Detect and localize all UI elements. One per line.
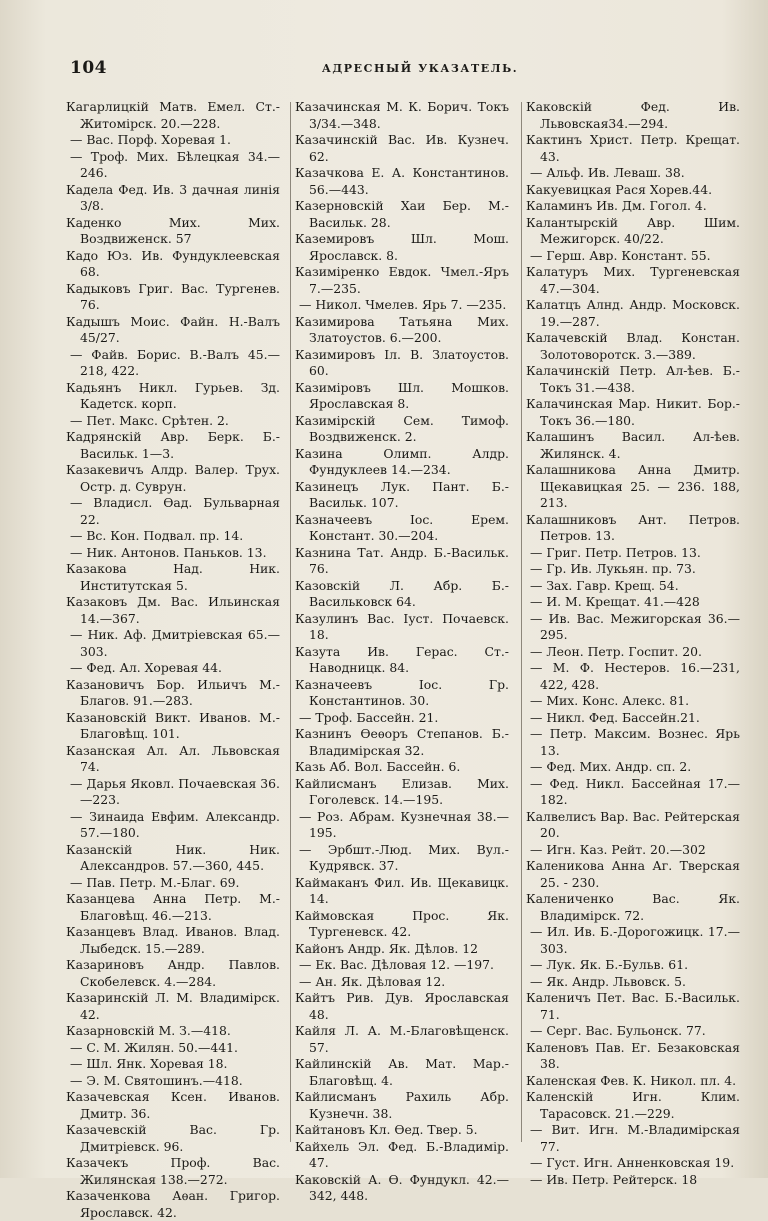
directory-entry: Каймовская Прос. Як. Тургеневск. 42. bbox=[295, 907, 509, 939]
directory-entry: Казначеевъ Іос. Ерем. Констант. 30.—204. bbox=[295, 511, 509, 543]
directory-entry: Казановичъ Бор. Ильичъ М.-Благов. 91.—283. bbox=[66, 676, 280, 708]
directory-entry: — Ив. Вас. Межигорская 36.—295. bbox=[530, 610, 740, 642]
directory-entry: — Ник. Антонов. Паньков. 13. bbox=[70, 544, 267, 560]
directory-entry: — Дарья Яковл. Почаевская 36.—223. bbox=[70, 775, 280, 807]
directory-entry: — Густ. Игн. Анненковская 19. bbox=[530, 1155, 735, 1170]
directory-entry: Калениченко Вас. Як. Владимірск. 72. bbox=[526, 891, 740, 923]
directory-entry: Казиміренко Евдок. Чмел.-Яръ 7.—235. bbox=[295, 264, 509, 296]
directory-entry: — Ник. Аф. Дмитріевская 65.—303. bbox=[70, 627, 280, 659]
directory-entry: Казаринскій Л. М. Владимірск. 42. bbox=[66, 990, 280, 1022]
directory-entry: Казачкова Е. А. Константинов. 56.—443. bbox=[295, 165, 509, 197]
directory-entry: — Григ. Петр. Петров. 13. bbox=[530, 544, 701, 560]
directory-entry: — Троф. Мих. Бѣлецкая 34.—246. bbox=[70, 148, 280, 180]
directory-entry: — Вас. Порф. Хоревая 1. bbox=[70, 132, 231, 147]
directory-entry: Казачевская Ксен. Иванов. Дмитр. 36. bbox=[66, 1089, 280, 1121]
directory-entry: Каленичъ Пет. Вас. Б.-Васильк. 71. bbox=[526, 990, 740, 1022]
directory-entry: Казнина Тат. Андр. Б.-Васильк. 76. bbox=[295, 544, 509, 576]
column-2 bbox=[295, 99, 509, 1203]
directory-entry: Каземировъ Шл. Мош. Ярославск. 8. bbox=[295, 231, 509, 263]
directory-entry: — Вит. Игн. М.-Владимірская 77. bbox=[530, 1122, 740, 1154]
directory-entry: — М. Ф. Нестеров. 16.—231, 422, 428. bbox=[530, 660, 740, 692]
directory-entry: Казимировъ Іл. В. Златоустов. 60. bbox=[295, 346, 509, 378]
directory-entry: Казакевичъ Алдр. Валер. Трух. Остр. д. Суврун. bbox=[66, 462, 280, 494]
directory-entry: Казанцева Анна Петр. М.-Благовѣщ. 46.—213. bbox=[66, 891, 280, 923]
directory-entry: Казута Ив. Герас. Ст.-Наводницк. 84. bbox=[295, 643, 509, 675]
directory-entry: Казачевскій Вас. Гр. Дмитріевск. 96. bbox=[66, 1122, 280, 1154]
directory-entry: — Петр. Максим. Вознес. Ярь 13. bbox=[530, 726, 740, 758]
directory-entry: — Ив. Петр. Рейтерск. 18 bbox=[530, 1171, 698, 1187]
directory-entry: — Никл. Фед. Бассейн.21. bbox=[530, 709, 700, 725]
directory-entry: Каламинъ Ив. Дм. Гогол. 4. bbox=[526, 198, 707, 213]
directory-entry: Калвелисъ Вар. Вас. Рейтерская 20. bbox=[526, 808, 740, 840]
running-title: АДРЕСНЫЙ УКАЗАТЕЛЬ. bbox=[321, 62, 519, 75]
directory-entry: — Зинаида Евфим. Александр. 57.—180. bbox=[70, 808, 280, 840]
directory-entry: Кайля Л. А. М.-Благовѣщенск. 57. bbox=[295, 1023, 509, 1055]
directory-entry: Казанскій Ник. Ник. Александров. 57.—360, 445. bbox=[66, 841, 280, 873]
directory-entry: Кайонъ Андр. Як. Дѣлов. 12 bbox=[295, 940, 478, 956]
directory-entry: — Шл. Янк. Хоревая 18. bbox=[70, 1056, 228, 1071]
directory-entry: Казачинскій Вас. Ив. Кузнеч. 62. bbox=[295, 132, 509, 164]
directory-entry: Казовскій Л. Абр. Б.-Васильковск 64. bbox=[295, 577, 509, 609]
directory-entry: Каковскій А. Ѳ. Фундукл. 42.—342, 448. bbox=[295, 1171, 509, 1203]
directory-entry: Какуевицкая Рася Хорев.44. bbox=[526, 181, 713, 197]
directory-entry: Кадышъ Моис. Файн. Н.-Валъ 45/27. bbox=[66, 313, 280, 345]
directory-entry: — Гр. Ив. Лукьян. пр. 73. bbox=[530, 561, 696, 576]
directory-entry: — С. М. Жилян. 50.—441. bbox=[70, 1039, 238, 1055]
directory-entry: Кайлисманъ Елизав. Мих. Гоголевск. 14.—195. bbox=[295, 775, 509, 807]
directory-entry: Каденко Мих. Мих. Воздвиженск. 57 bbox=[66, 214, 280, 246]
directory-entry: — Файв. Борис. В.-Валъ 45.—218, 422. bbox=[70, 346, 280, 378]
directory-entry: Кадрянскій Авр. Берк. Б.-Васильк. 1—3. bbox=[66, 429, 280, 461]
directory-entry: — Игн. Каз. Рейт. 20.—302 bbox=[530, 841, 706, 857]
directory-entry: — Вс. Кон. Подвал. пр. 14. bbox=[70, 528, 244, 543]
directory-entry: Кайлинскій Ав. Мат. Мар.-Благовѣщ. 4. bbox=[295, 1056, 509, 1088]
directory-entry: — Зах. Гавр. Крещ. 54. bbox=[530, 577, 679, 593]
directory-entry: — Роз. Абрам. Кузнечная 38.—195. bbox=[299, 808, 509, 840]
directory-entry: Кактинъ Христ. Петр. Крещат. 43. bbox=[526, 132, 740, 164]
directory-entry: Казаковъ Дм. Вас. Ильинская 14.—367. bbox=[66, 594, 280, 626]
directory-entry: Кадыковъ Григ. Вас. Тургенев. 76. bbox=[66, 280, 280, 312]
directory-entry: — Серг. Вас. Бульонск. 77. bbox=[530, 1023, 706, 1038]
directory-entry: Каленовъ Пав. Ег. Безаковская 38. bbox=[526, 1039, 740, 1071]
directory-entry: Казимирова Татьяна Мих. Златоустов. 6.—200. bbox=[295, 313, 509, 345]
directory-entry: Казариновъ Андр. Павлов. Скобелевск. 4.—284. bbox=[66, 957, 280, 989]
directory-entry: — Герш. Авр. Констант. 55. bbox=[530, 247, 711, 263]
directory-entry: Казимірскій Сем. Тимоф. Воздвиженск. 2. bbox=[295, 412, 509, 444]
directory-entry: Калатцъ Алнд. Андр. Московск. 19.—287. bbox=[526, 297, 740, 329]
directory-entry: — Ил. Ив. Б.-Дорогожицк. 17.—303. bbox=[530, 924, 740, 956]
directory-entry: — Як. Андр. Львовск. 5. bbox=[530, 973, 686, 989]
directory-entry: Каленская Фев. К. Никол. пл. 4. bbox=[526, 1072, 737, 1088]
directory-entry: Калашниковъ Ант. Петров. Петров. 13. bbox=[526, 511, 740, 543]
directory-entry: — Пав. Петр. М.-Благ. 69. bbox=[70, 874, 240, 890]
directory-entry: Калачевскій Влад. Констан. Золотоворотск. 3.—389. bbox=[526, 330, 740, 362]
directory-entry: — Э. М. Святошинъ.—418. bbox=[70, 1072, 243, 1088]
directory-entry: Каковскій Фед. Ив. Львовская34.—294. bbox=[526, 99, 740, 131]
directory-entry: Калачинскій Петр. Ал-ѣев. Б.-Токъ 31.—438. bbox=[526, 363, 740, 395]
column-3 bbox=[526, 99, 740, 1187]
directory-entry: — Ек. Вас. Дѣловая 12. —197. bbox=[299, 957, 494, 972]
directory-entry: Кайлисманъ Рахиль Абр. Кузнечн. 38. bbox=[295, 1089, 509, 1121]
directory-entry: Калашинъ Васил. Ал-ѣев. Жилянск. 4. bbox=[526, 429, 740, 461]
directory-entry: Кадо Юз. Ив. Фундуклеевская 68. bbox=[66, 247, 280, 279]
directory-entry: Казарновскій М. З.—418. bbox=[66, 1023, 231, 1038]
directory-entry: Казнинъ Ѳеѳоръ Степанов. Б.-Владимірская 32. bbox=[295, 726, 509, 758]
page-header bbox=[62, 58, 738, 82]
directory-entry: — Мих. Конс. Алекс. 81. bbox=[530, 693, 690, 708]
directory-entry: — Лук. Як. Б.-Бульв. 61. bbox=[530, 957, 689, 972]
directory-entry: Казачинская М. К. Борич. Токъ 3/34.—348. bbox=[295, 99, 509, 131]
directory-entry: Каймаканъ Фил. Ив. Щекавицк. 14. bbox=[295, 874, 509, 906]
directory-entry: Казначеевъ Іос. Гр. Константинов. 30. bbox=[295, 676, 509, 708]
directory-entry: Калатуръ Мих. Тургеневская 47.—304. bbox=[526, 264, 740, 296]
directory-entry: — Фед. Мих. Андр. сп. 2. bbox=[530, 759, 692, 774]
directory-entry: Кадьянъ Никл. Гурьев. Зд. Кадетск. корп. bbox=[66, 379, 280, 411]
directory-entry: — Фед. Ал. Хоревая 44. bbox=[70, 660, 222, 675]
directory-entry: Казина Олимп. Алдр. Фундуклеев 14.—234. bbox=[295, 445, 509, 477]
directory-entry: Казанская Ал. Ал. Львовская 74. bbox=[66, 742, 280, 774]
directory-entry: Кагарлицкій Матв. Емел. Ст.-Житомірск. 20.—228. bbox=[66, 99, 280, 131]
directory-entry: Казанцевъ Влад. Иванов. Влад. Лыбедск. 15.—289. bbox=[66, 924, 280, 956]
directory-entry: Казановскій Викт. Иванов. М.-Благовѣщ. 101. bbox=[66, 709, 280, 741]
directory-entry: Казаченкова Аѳан. Григор. Ярославск. 42. bbox=[66, 1188, 280, 1220]
directory-columns bbox=[64, 99, 754, 1220]
directory-entry: Кайхель Эл. Фед. Б.-Владимір. 47. bbox=[295, 1138, 509, 1170]
directory-entry: Каленскій Игн. Клим. Тарасовск. 21.—229. bbox=[526, 1089, 740, 1121]
directory-entry: — Владисл. Ѳад. Бульварная 22. bbox=[70, 495, 280, 527]
directory-entry: — Ан. Як. Дѣловая 12. bbox=[299, 973, 446, 989]
directory-entry: — И. М. Крещат. 41.—428 bbox=[530, 594, 700, 609]
directory-entry: — Фед. Никл. Бассейная 17.—182. bbox=[530, 775, 740, 807]
directory-entry: — Никол. Чмелев. Ярь 7. —235. bbox=[299, 297, 507, 312]
directory-entry: — Леон. Петр. Госпит. 20. bbox=[530, 643, 702, 659]
directory-entry: Казь Аб. Вол. Бассейн. 6. bbox=[295, 759, 461, 774]
directory-entry: Казиміровъ Шл. Мошков. Ярославская 8. bbox=[295, 379, 509, 411]
directory-entry: — Альф. Ив. Леваш. 38. bbox=[530, 165, 685, 180]
directory-entry: — Пет. Макс. Срѣтен. 2. bbox=[70, 412, 229, 428]
directory-entry: Калантырскій Авр. Шим. Межигорск. 40/22. bbox=[526, 214, 740, 246]
directory-entry: Кайтъ Рив. Дув. Ярославская 48. bbox=[295, 990, 509, 1022]
directory-entry: Казачекъ Проф. Вас. Жилянская 138.—272. bbox=[66, 1155, 280, 1187]
column-1 bbox=[66, 99, 280, 1220]
directory-entry: Казулинъ Вас. Іуст. Почаевск. 18. bbox=[295, 610, 509, 642]
directory-entry: Кадела Фед. Ив. 3 дачная линія 3/8. bbox=[66, 181, 280, 213]
directory-entry: Кайтановъ Кл. Ѳед. Твер. 5. bbox=[295, 1122, 478, 1137]
directory-entry: Казерновскій Хаи Бер. М.-Васильк. 28. bbox=[295, 198, 509, 230]
directory-entry: Калачинская Мар. Никит. Бор.-Токъ 36.—180. bbox=[526, 396, 740, 428]
directory-entry: Казакова Над. Ник. Институтская 5. bbox=[66, 561, 280, 593]
directory-entry: Калашникова Анна Дмитр. Щекавицкая 25. — 236. 188, 213. bbox=[526, 462, 740, 510]
directory-entry: — Эрбшт.-Люд. Мих. Вул.-Кудрявск. 37. bbox=[299, 841, 509, 873]
directory-entry: — Троф. Бассейн. 21. bbox=[299, 709, 439, 725]
directory-entry: Казинецъ Лук. Пант. Б.-Васильк. 107. bbox=[295, 478, 509, 510]
page-number: 104 bbox=[70, 58, 107, 78]
directory-entry: Каленикова Анна Аг. Тверская 25. - 230. bbox=[526, 858, 740, 890]
